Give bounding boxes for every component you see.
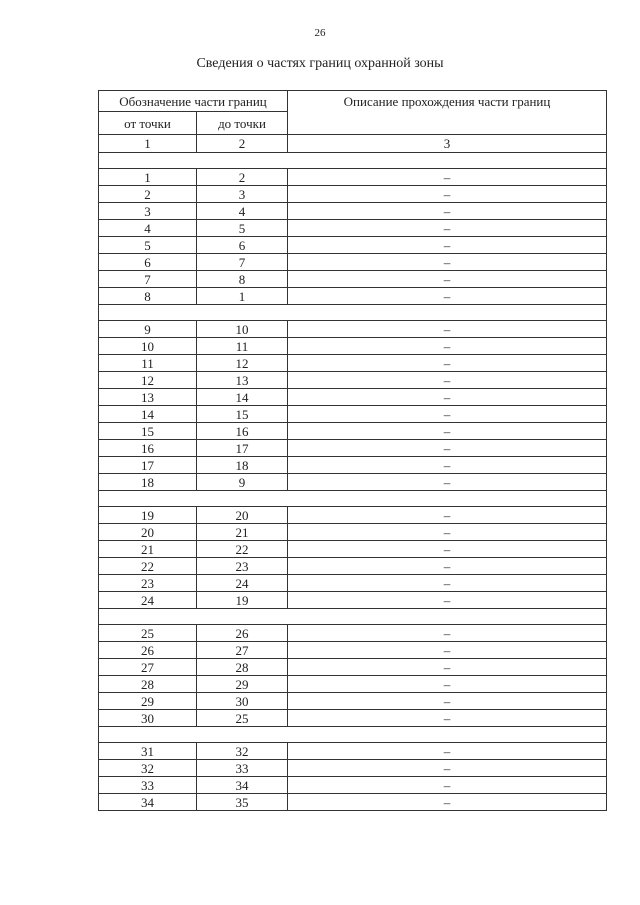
description-cell: – (288, 524, 607, 541)
group-separator-cell (99, 153, 607, 169)
to-point-cell: 22 (197, 541, 288, 558)
description-cell: – (288, 169, 607, 186)
description-cell: – (288, 507, 607, 524)
group-separator-cell (99, 727, 607, 743)
table-row (99, 271, 607, 288)
table-row (99, 743, 607, 760)
column-number: 1 (99, 135, 197, 153)
header-to-point: до точки (197, 112, 288, 135)
description-cell: – (288, 794, 607, 811)
group-separator-row (99, 305, 607, 321)
description-cell: – (288, 659, 607, 676)
column-number: 3 (288, 135, 607, 153)
page-title: Сведения о частях границ охранной зоны (196, 56, 444, 71)
to-point-cell: 29 (197, 676, 288, 693)
table-row (99, 592, 607, 609)
to-point-cell: 16 (197, 423, 288, 440)
table-row (99, 693, 607, 710)
from-point-cell: 13 (99, 389, 197, 406)
from-point-cell: 21 (99, 541, 197, 558)
table-row (99, 203, 607, 220)
from-point-cell: 12 (99, 372, 197, 389)
description-cell: – (288, 710, 607, 727)
table-row (99, 254, 607, 271)
table-row (99, 710, 607, 727)
description-cell: – (288, 440, 607, 457)
to-point-cell: 27 (197, 642, 288, 659)
table-row (99, 220, 607, 237)
description-cell: – (288, 642, 607, 659)
description-cell: – (288, 338, 607, 355)
to-point-cell: 21 (197, 524, 288, 541)
description-cell: – (288, 592, 607, 609)
from-point-cell: 28 (99, 676, 197, 693)
description-cell: – (288, 372, 607, 389)
from-point-cell: 26 (99, 642, 197, 659)
to-point-cell: 23 (197, 558, 288, 575)
to-point-cell: 5 (197, 220, 288, 237)
description-cell: – (288, 575, 607, 592)
group-separator-cell (99, 491, 607, 507)
description-cell: – (288, 777, 607, 794)
description-cell: – (288, 220, 607, 237)
table-row (99, 423, 607, 440)
table-row (99, 575, 607, 592)
description-cell: – (288, 558, 607, 575)
to-point-cell: 3 (197, 186, 288, 203)
table-row (99, 288, 607, 305)
from-point-cell: 9 (99, 321, 197, 338)
from-point-cell: 15 (99, 423, 197, 440)
to-point-cell: 17 (197, 440, 288, 457)
table-row (99, 389, 607, 406)
from-point-cell: 34 (99, 794, 197, 811)
table-row (99, 625, 607, 642)
table-row (99, 524, 607, 541)
boundary-parts-table (98, 90, 607, 811)
table-row (99, 760, 607, 777)
header-from-point: от точки (99, 112, 197, 135)
description-cell: – (288, 355, 607, 372)
table-header (99, 91, 607, 153)
description-cell: – (288, 288, 607, 305)
from-point-cell: 27 (99, 659, 197, 676)
table-row (99, 777, 607, 794)
header-boundary-designation: Обозначение части границ (99, 91, 288, 112)
to-point-cell: 32 (197, 743, 288, 760)
table-row (99, 186, 607, 203)
from-point-cell: 32 (99, 760, 197, 777)
description-cell: – (288, 676, 607, 693)
table-row (99, 642, 607, 659)
group-separator-row (99, 153, 607, 169)
from-point-cell: 19 (99, 507, 197, 524)
to-point-cell: 35 (197, 794, 288, 811)
to-point-cell: 2 (197, 169, 288, 186)
description-cell: – (288, 743, 607, 760)
to-point-cell: 7 (197, 254, 288, 271)
from-point-cell: 20 (99, 524, 197, 541)
description-cell: – (288, 254, 607, 271)
from-point-cell: 25 (99, 625, 197, 642)
from-point-cell: 24 (99, 592, 197, 609)
from-point-cell: 5 (99, 237, 197, 254)
table-row (99, 406, 607, 423)
table-row (99, 659, 607, 676)
description-cell: – (288, 389, 607, 406)
description-cell: – (288, 406, 607, 423)
description-cell: – (288, 625, 607, 642)
group-separator-cell (99, 609, 607, 625)
group-separator-row (99, 609, 607, 625)
from-point-cell: 7 (99, 271, 197, 288)
to-point-cell: 13 (197, 372, 288, 389)
description-cell: – (288, 321, 607, 338)
from-point-cell: 14 (99, 406, 197, 423)
column-number: 2 (197, 135, 288, 153)
to-point-cell: 34 (197, 777, 288, 794)
to-point-cell: 11 (197, 338, 288, 355)
table-row (99, 676, 607, 693)
from-point-cell: 18 (99, 474, 197, 491)
table-row (99, 338, 607, 355)
table-row (99, 474, 607, 491)
description-cell: – (288, 271, 607, 288)
from-point-cell: 29 (99, 693, 197, 710)
to-point-cell: 19 (197, 592, 288, 609)
to-point-cell: 24 (197, 575, 288, 592)
from-point-cell: 31 (99, 743, 197, 760)
table-row (99, 372, 607, 389)
group-separator-cell (99, 305, 607, 321)
from-point-cell: 33 (99, 777, 197, 794)
from-point-cell: 23 (99, 575, 197, 592)
description-cell: – (288, 541, 607, 558)
to-point-cell: 14 (197, 389, 288, 406)
to-point-cell: 10 (197, 321, 288, 338)
to-point-cell: 6 (197, 237, 288, 254)
from-point-cell: 8 (99, 288, 197, 305)
table-row (99, 169, 607, 186)
page-number: 26 (314, 27, 326, 39)
to-point-cell: 25 (197, 710, 288, 727)
from-point-cell: 30 (99, 710, 197, 727)
table-row (99, 237, 607, 254)
from-point-cell: 4 (99, 220, 197, 237)
from-point-cell: 16 (99, 440, 197, 457)
description-cell: – (288, 186, 607, 203)
table-row (99, 321, 607, 338)
table-row (99, 440, 607, 457)
description-cell: – (288, 423, 607, 440)
from-point-cell: 1 (99, 169, 197, 186)
description-cell: – (288, 693, 607, 710)
to-point-cell: 8 (197, 271, 288, 288)
to-point-cell: 28 (197, 659, 288, 676)
group-separator-row (99, 491, 607, 507)
description-cell: – (288, 237, 607, 254)
table-row (99, 794, 607, 811)
to-point-cell: 33 (197, 760, 288, 777)
table-row (99, 355, 607, 372)
table-row (99, 457, 607, 474)
from-point-cell: 22 (99, 558, 197, 575)
to-point-cell: 9 (197, 474, 288, 491)
to-point-cell: 18 (197, 457, 288, 474)
from-point-cell: 11 (99, 355, 197, 372)
to-point-cell: 12 (197, 355, 288, 372)
header-description: Описание прохождения части границ (288, 91, 607, 135)
description-cell: – (288, 203, 607, 220)
from-point-cell: 17 (99, 457, 197, 474)
to-point-cell: 30 (197, 693, 288, 710)
to-point-cell: 26 (197, 625, 288, 642)
table-row (99, 558, 607, 575)
group-separator-row (99, 727, 607, 743)
from-point-cell: 3 (99, 203, 197, 220)
column-number-row (99, 135, 607, 153)
from-point-cell: 2 (99, 186, 197, 203)
from-point-cell: 6 (99, 254, 197, 271)
description-cell: – (288, 474, 607, 491)
description-cell: – (288, 457, 607, 474)
to-point-cell: 1 (197, 288, 288, 305)
to-point-cell: 15 (197, 406, 288, 423)
from-point-cell: 10 (99, 338, 197, 355)
description-cell: – (288, 760, 607, 777)
to-point-cell: 4 (197, 203, 288, 220)
table-row (99, 507, 607, 524)
table-body (99, 153, 607, 811)
table-row (99, 541, 607, 558)
to-point-cell: 20 (197, 507, 288, 524)
